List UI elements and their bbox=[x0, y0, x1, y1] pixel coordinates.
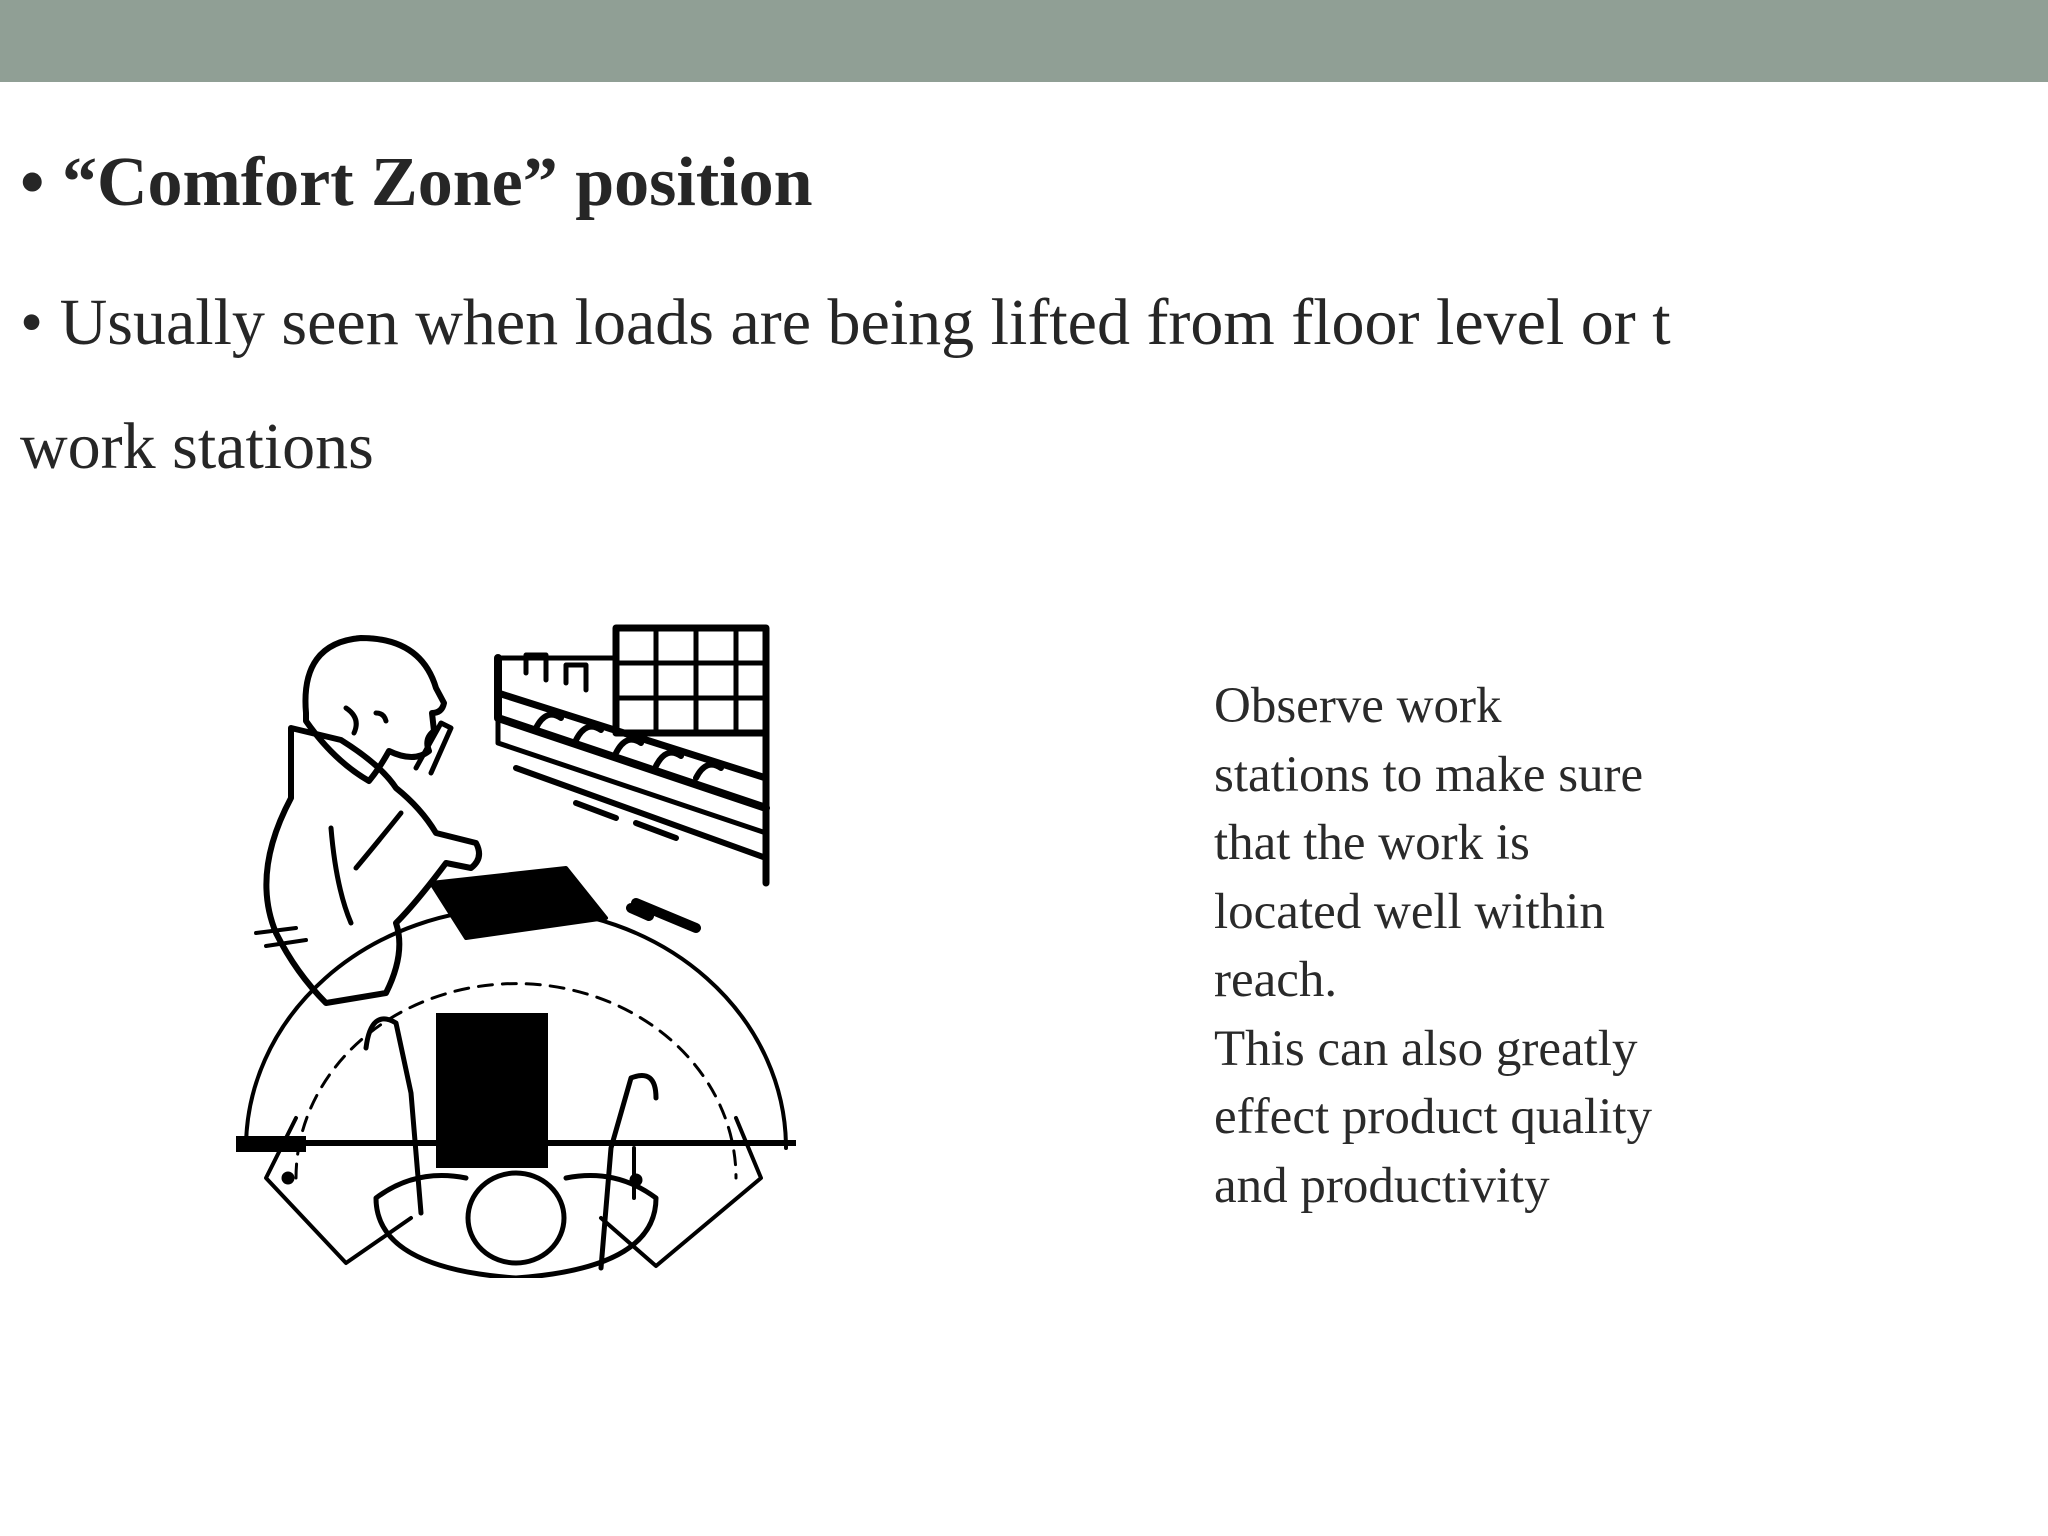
side-note-line: and productivity bbox=[1214, 1157, 1550, 1214]
worker-side-view-drawing bbox=[256, 628, 766, 1003]
side-note-line: Observe work bbox=[1214, 678, 1502, 734]
parts-shelf-drawing bbox=[498, 628, 766, 883]
side-note-line: that the work is bbox=[1214, 815, 1530, 871]
bullet-text-line-1: • Usually seen when loads are being lifted from floor level or t bbox=[20, 286, 1671, 359]
work-piece-drawing bbox=[431, 868, 606, 938]
workstation-illustration bbox=[236, 618, 796, 1278]
side-note-line: stations to make sure bbox=[1214, 746, 1644, 803]
side-note-line: located well within bbox=[1214, 883, 1605, 940]
worker-body-drawing bbox=[266, 728, 479, 1003]
slide-heading: • “Comfort Zone” position bbox=[20, 144, 813, 221]
bullet-text-line-2: work stations bbox=[20, 410, 374, 483]
worker-head-top-drawing bbox=[468, 1173, 564, 1263]
side-note-line: This can also greatly bbox=[1214, 1020, 1638, 1077]
side-note-line: reach. bbox=[1214, 952, 1338, 1008]
top-accent-bar bbox=[0, 0, 2048, 82]
work-area-drawing bbox=[436, 1013, 548, 1168]
side-note bbox=[1214, 672, 1774, 1220]
side-note-line: effect product quality bbox=[1214, 1089, 1653, 1145]
reach-zone-top-view-drawing bbox=[236, 908, 796, 1278]
